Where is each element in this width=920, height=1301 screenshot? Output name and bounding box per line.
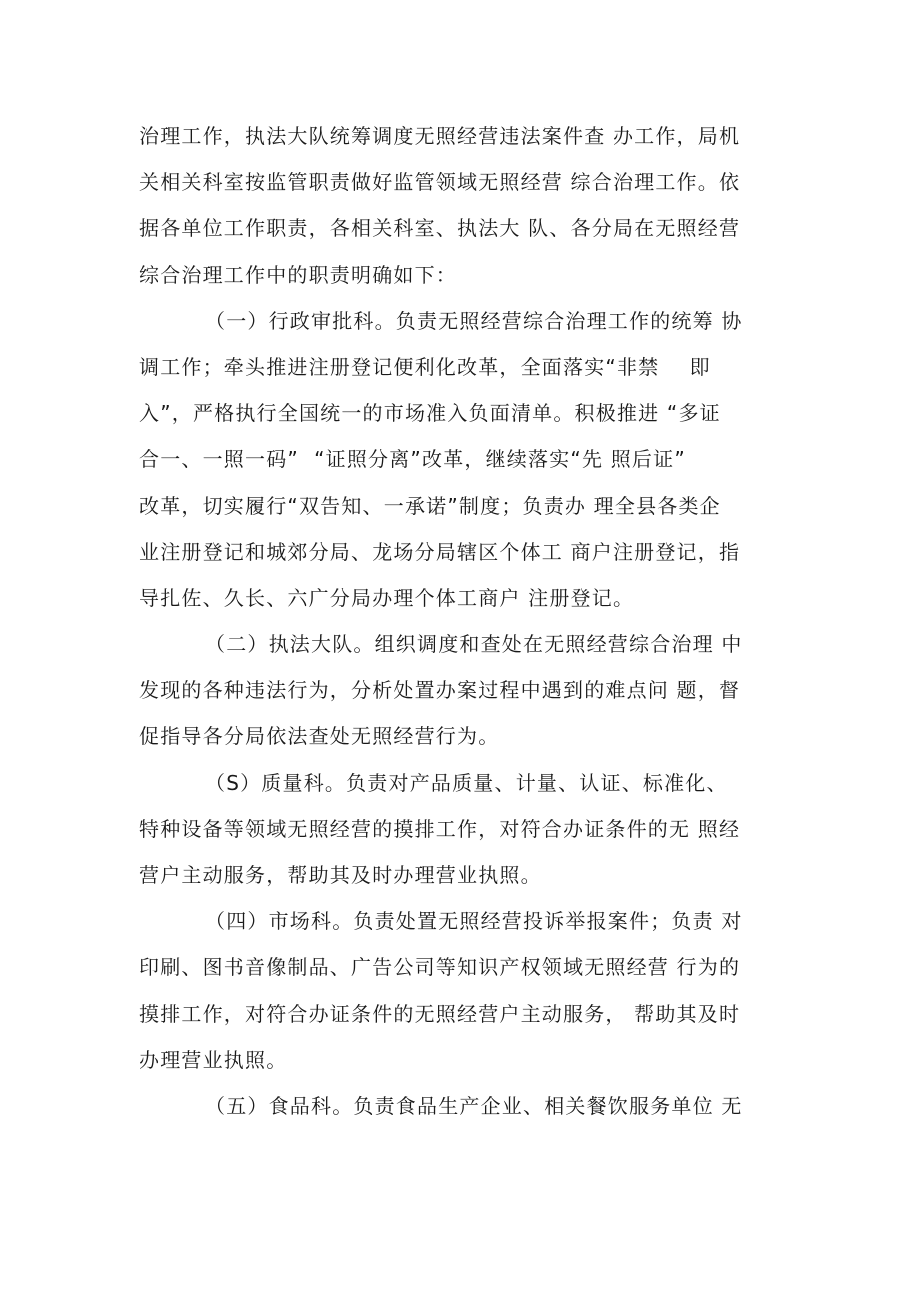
text-line: 特种设备等领域无照经营的摸排工作，对符合办证条件的无 照经: [139, 816, 741, 841]
text-line: 营户主动服务，帮助其及时办理营业执照。: [139, 863, 542, 887]
text-line: 办理营业执照。: [139, 1047, 288, 1072]
text-line: 据各单位工作职责，各相关科室、执法大 队、各分局在无照经营: [139, 216, 741, 241]
text-line: 改革，切实履行“双告知、一承诺”制度；负责办 理全县各类企: [139, 493, 721, 518]
text-line: 调工作；牵头推进注册登记便利化改革，全面落实“非禁 即: [139, 354, 711, 379]
paragraph: [139, 1083, 799, 1129]
text-line: 印刷、图书音像制品、广告公司等知识产权领域无照经营 行为的: [139, 955, 741, 980]
text-line: 业注册登记和城郊分局、龙场分局辖区个体工 商户注册登记，指: [139, 539, 741, 564]
text-line: （五）食品科。负责食品生产企业、相关餐饮服务单位 无: [205, 1093, 743, 1118]
text-line: （二）执法大队。组织调度和查处在无照经营综合治理 中: [205, 632, 743, 657]
text-line: 导扎佐、久长、六广分局办理个体工商户 注册登记。: [139, 585, 635, 610]
text-line: 综合治理工作中的职责明确如下：: [139, 262, 457, 287]
text-line: 合一、一照一码” “证照分离”改革，继续落实“先 照后证”: [139, 447, 686, 472]
paragraph: [139, 113, 799, 298]
text-line: 促指导各分局依法查处无照经营行为。: [139, 724, 500, 749]
text-line: 治理工作，执法大队统筹调度无照经营违法案件查 办工作，局机: [139, 124, 741, 148]
paragraph: [139, 898, 799, 1083]
document-body: [139, 113, 799, 1129]
paragraph: [139, 760, 799, 899]
text-line: （四）市场科。负责处置无照经营投诉举报案件；负责 对: [205, 909, 743, 934]
paragraph: [139, 621, 799, 760]
paragraph: [139, 298, 799, 621]
text-line: 摸排工作，对符合办证条件的无照经营户主动服务， 帮助其及时: [139, 1001, 741, 1026]
text-line: 关相关科室按监管职责做好监管领域无照经营 综合治理工作。依: [139, 170, 741, 195]
text-line: （S）质量科。负责对产品质量、计量、认证、标准化、: [205, 770, 728, 795]
text-line: （一）行政审批科。负责无照经营综合治理工作的统筹 协: [205, 308, 743, 333]
text-line: 入”，严格执行全国统一的市场准入负面清单。积极推进 “多证: [139, 401, 721, 426]
text-line: 发现的各种违法行为，分析处置办案过程中遇到的难点问 题，督: [139, 678, 741, 703]
